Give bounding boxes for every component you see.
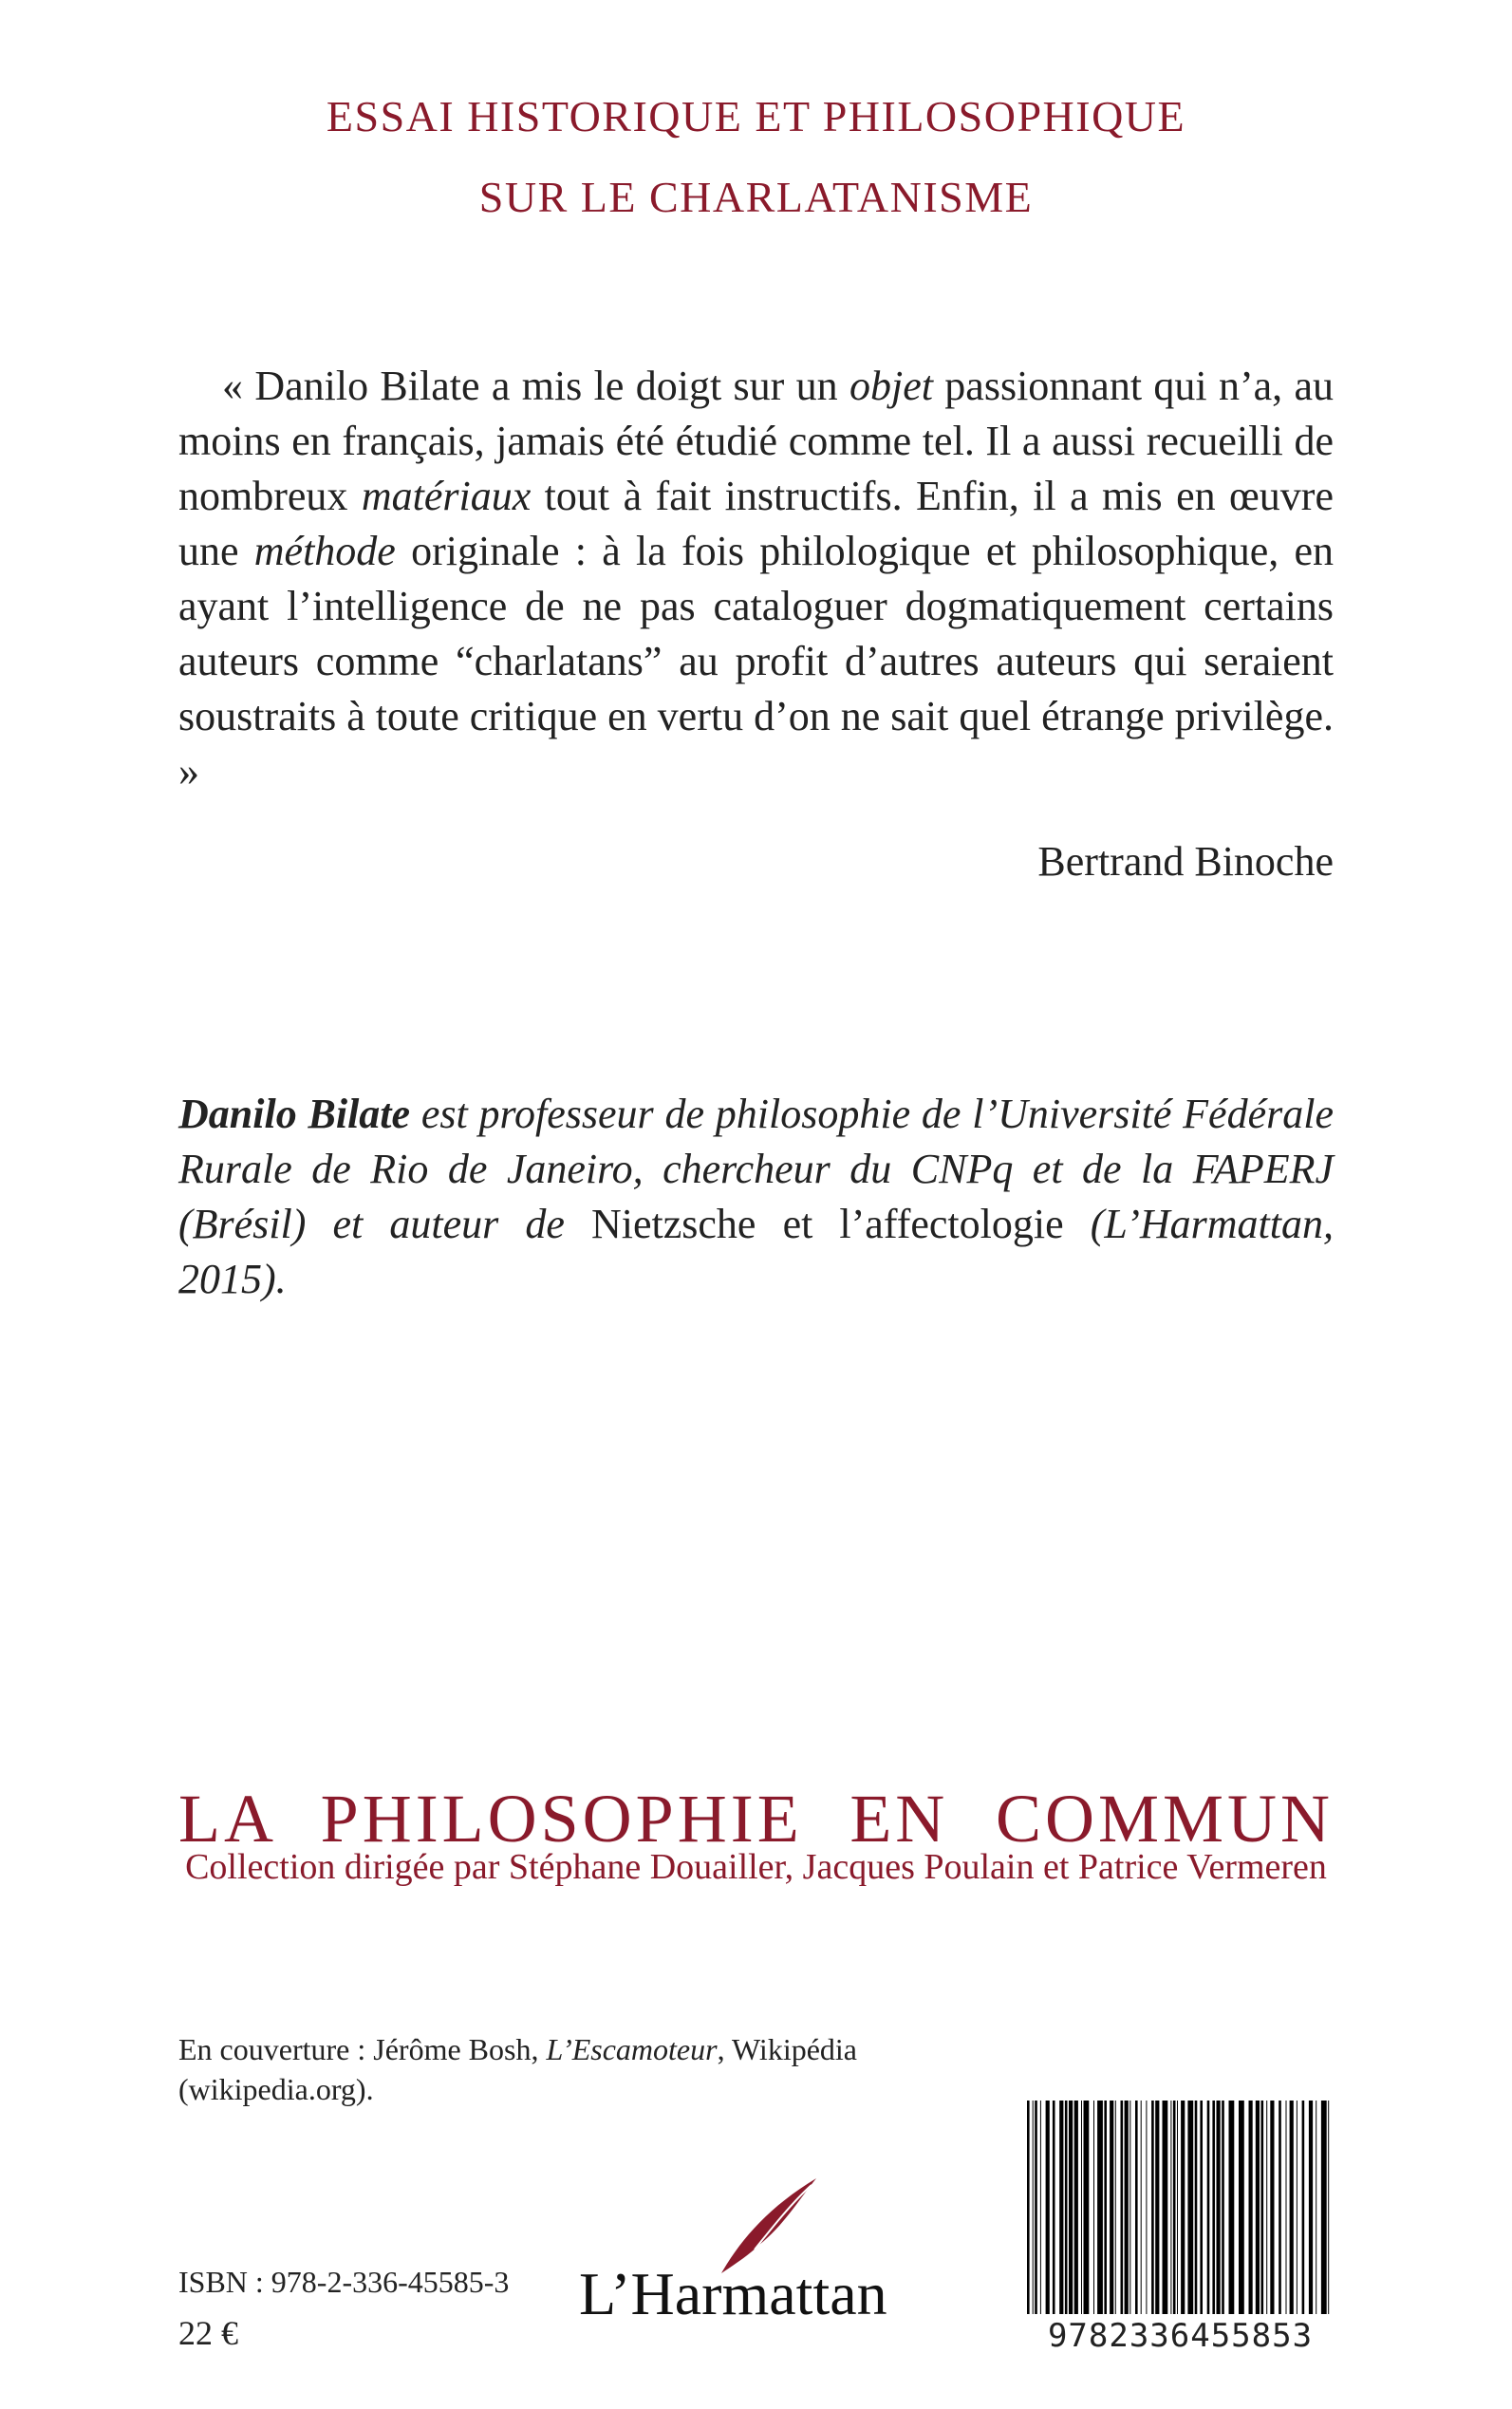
barcode-bar bbox=[1151, 2101, 1154, 2314]
barcode-bar bbox=[1125, 2101, 1129, 2314]
quill-icon bbox=[702, 2174, 826, 2278]
author-bio: Danilo Bilate est professeur de philosophie de l’Université Fédérale Rurale de Rio de Janeiro, chercheur du CNPq et de la FAPERJ (Brésil) et auteur de Nietzsche et l’affectologie (L’Harmattan, 2015). bbox=[178, 1091, 1334, 1302]
barcode-bar bbox=[1187, 2101, 1193, 2314]
barcode-bar bbox=[1200, 2101, 1203, 2314]
barcode-number: 9782336455853 bbox=[1047, 2317, 1314, 2355]
barcode-bar bbox=[1217, 2101, 1221, 2314]
barcode-bar bbox=[1053, 2101, 1055, 2314]
barcode-bar bbox=[1146, 2101, 1147, 2314]
book-title-line-1: ESSAI HISTORIQUE ET PHILOSOPHIQUE bbox=[326, 92, 1186, 140]
barcode-bar bbox=[1290, 2101, 1294, 2314]
barcode-bar bbox=[1033, 2101, 1034, 2314]
barcode-bar bbox=[1115, 2101, 1116, 2314]
cover-credits: En couverture : Jérôme Bosh, L’Escamoteur, Wikipédia (wikipedia.org). bbox=[178, 2032, 857, 2106]
barcode-bar bbox=[1286, 2101, 1287, 2314]
collection-subtitle: Collection dirigée par Stéphane Douailler, Jacques Poulain et Patrice Vermeren bbox=[185, 1847, 1327, 1887]
quote-author: Bertrand Binoche bbox=[1037, 838, 1334, 885]
barcode-bar bbox=[1141, 2101, 1142, 2314]
previous-book-title: Nietzsche et l’affectologie bbox=[591, 1201, 1064, 1247]
barcode-bar bbox=[1239, 2101, 1244, 2314]
barcode-bar bbox=[1222, 2101, 1224, 2314]
barcode-bar bbox=[1229, 2101, 1235, 2314]
barcode-bar bbox=[1270, 2101, 1274, 2314]
barcode-bar bbox=[1097, 2101, 1103, 2314]
barcode-bar bbox=[1266, 2101, 1267, 2314]
barcode-bar bbox=[1309, 2101, 1313, 2314]
publisher-logo bbox=[579, 2260, 887, 2327]
barcode-bar bbox=[1173, 2101, 1176, 2314]
publisher-name: L’Harmattan bbox=[579, 2260, 887, 2327]
price: 22 € bbox=[178, 2314, 238, 2352]
barcode-bar bbox=[1249, 2101, 1253, 2314]
isbn-barcode bbox=[1025, 2101, 1335, 2357]
barcode-bar bbox=[1065, 2101, 1068, 2314]
barcode-bar bbox=[1155, 2101, 1159, 2314]
barcode-bar bbox=[1207, 2101, 1210, 2314]
barcode-bar bbox=[1104, 2101, 1107, 2314]
barcode-bar bbox=[1256, 2101, 1260, 2314]
barcode-bar bbox=[1046, 2101, 1050, 2314]
barcode-bar bbox=[1302, 2101, 1305, 2314]
barcode-bar bbox=[1069, 2101, 1073, 2314]
barcode-bar bbox=[1121, 2101, 1124, 2314]
barcode-bar bbox=[1081, 2101, 1082, 2314]
barcode-bar bbox=[1261, 2101, 1264, 2314]
barcode-bar bbox=[1084, 2101, 1090, 2314]
book-title-line-2: SUR LE CHARLATANISME bbox=[478, 173, 1034, 221]
barcode-bar bbox=[1321, 2101, 1327, 2314]
barcode-bar bbox=[1074, 2101, 1078, 2314]
barcode-bar bbox=[1170, 2101, 1171, 2314]
collection-title: LA PHILOSOPHIE EN COMMUN bbox=[178, 1781, 1334, 1857]
author-name: Danilo Bilate bbox=[178, 1091, 411, 1137]
barcode-bar bbox=[1195, 2101, 1198, 2314]
barcode-bar bbox=[1129, 2101, 1130, 2314]
barcode-bar bbox=[1035, 2101, 1037, 2314]
barcode-bar bbox=[1040, 2101, 1041, 2314]
barcode-bar bbox=[1059, 2101, 1063, 2314]
barcode-bar bbox=[1181, 2101, 1185, 2314]
barcode-bar bbox=[1177, 2101, 1178, 2314]
barcode-bar bbox=[1093, 2101, 1094, 2314]
barcode-bar bbox=[1110, 2101, 1113, 2314]
barcode-bars bbox=[1025, 2101, 1335, 2314]
barcode-bar bbox=[1279, 2101, 1281, 2314]
barcode-bar bbox=[1328, 2101, 1329, 2314]
isbn: ISBN : 978-2-336-45585-3 bbox=[178, 2265, 510, 2299]
barcode-bar bbox=[1163, 2101, 1168, 2314]
blurb-quote: « Danilo Bilate a mis le doigt sur un objet passionnant qui n’a, au moins en français, jamais été étudié comme tel. Il a aussi recueilli de nombreux matériaux tout à fait instructifs. Enfin, il a mis en œuvre une méthode originale : à la fois philologique et philosophique, en ayant l’intelligence de ne pas cataloguer dogmatiquement certains auteurs comme “charlatans” au profit d’autres auteurs qui seraient soustraits à toute critique en vertu d’on ne sait quel étrange privilège. » bbox=[178, 363, 1334, 794]
barcode-bar bbox=[1027, 2101, 1030, 2314]
barcode-bar bbox=[1212, 2101, 1215, 2314]
barcode-bar bbox=[1135, 2101, 1138, 2314]
